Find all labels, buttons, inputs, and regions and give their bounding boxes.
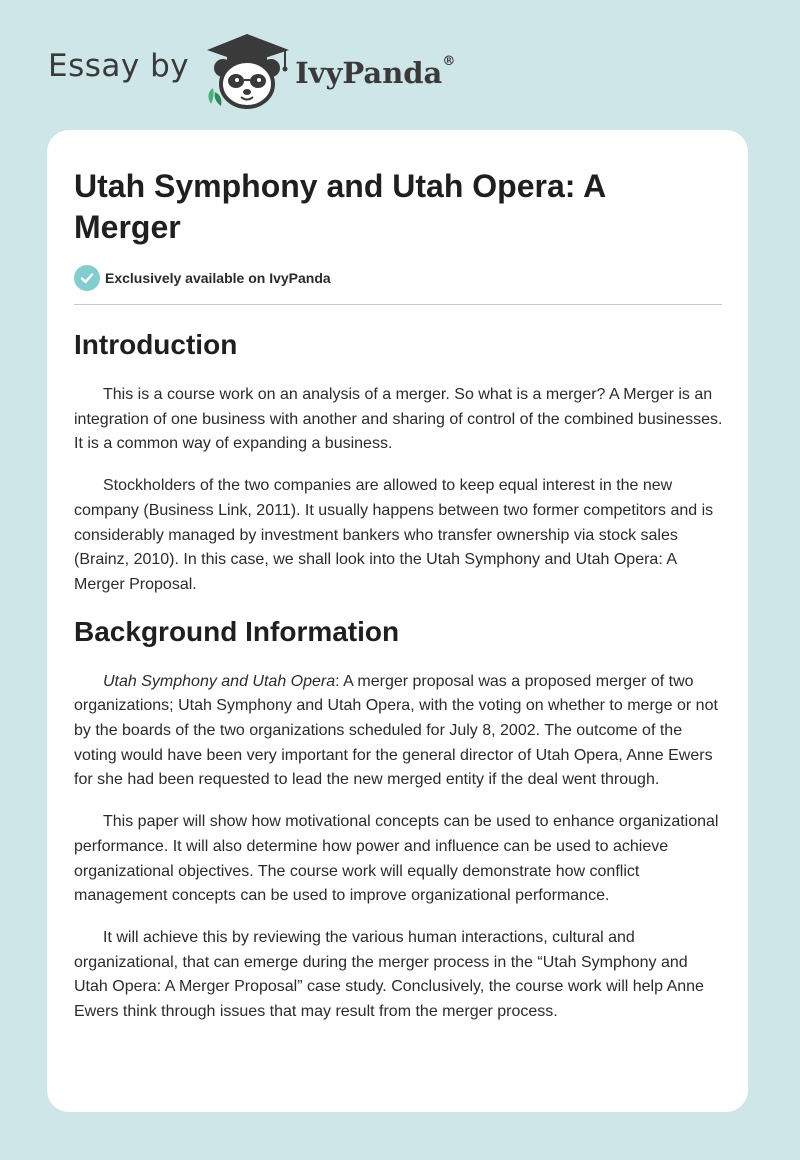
exclusive-badge — [74, 264, 722, 292]
checkmark-icon — [74, 265, 100, 291]
brand-name[interactable]: IvyPanda® — [295, 54, 456, 90]
paragraph: Stockholders of the two companies are allowed to keep equal interest in the new company (Business Link, 2011). It usually happens between two former competitors and is considerably managed by investment bankers who transfer ownership via stock sales (Brainz, 2010). In this case, we shall look into the Utah Symphony and Utah Opera: A Merger Proposal. — [74, 477, 714, 593]
panda-logo-icon — [201, 30, 293, 110]
article-title: Utah Symphony and Utah Opera: A Merger — [74, 168, 606, 245]
paragraph: This is a course work on an analysis of a merger. So what is a merger? A Merger is an integration of one business with another and sharing of control of the combined businesses. It is a common way of expanding a business. — [74, 386, 723, 453]
case-title-italic: Utah Symphony and Utah Opera — [103, 672, 336, 690]
divider — [74, 304, 722, 305]
section-heading-introduction: Introduction — [74, 329, 238, 360]
article-card — [47, 130, 748, 1112]
paragraph: This paper will show how motivational concepts can be used to enhance organizational performance. It will also determine how power and influence can be used to achieve organizational objectives. The course work will equally demonstrate how conflict management concepts can be used to improve organizational performance. — [74, 813, 719, 905]
exclusive-badge-text: Exclusively available on IvyPanda — [105, 270, 331, 286]
paragraph: Utah Symphony and Utah Opera: A merger proposal was a proposed merger of two organizations; Utah Symphony and Utah Opera, with the voting on whether to merge or not by the boards of the two organizations scheduled for July 8, 2002. The outcome of the voting would have been very important for the general director of Utah Opera, Anne Ewers for she had been requested to lead the new merged entity if the deal went through. — [74, 672, 718, 789]
section-heading-background: Background Information — [74, 615, 400, 647]
paragraph: It will achieve this by reviewing the various human interactions, cultural and organizational, that can emerge during the merger process in the “Utah Symphony and Utah Opera: A Merger Proposal” case study. Conclusively, the course work will help Anne Ewers think through issues that may result from the merger process. — [74, 928, 704, 1021]
site-header — [48, 30, 455, 110]
essay-by-label: Essay by — [48, 48, 190, 84]
